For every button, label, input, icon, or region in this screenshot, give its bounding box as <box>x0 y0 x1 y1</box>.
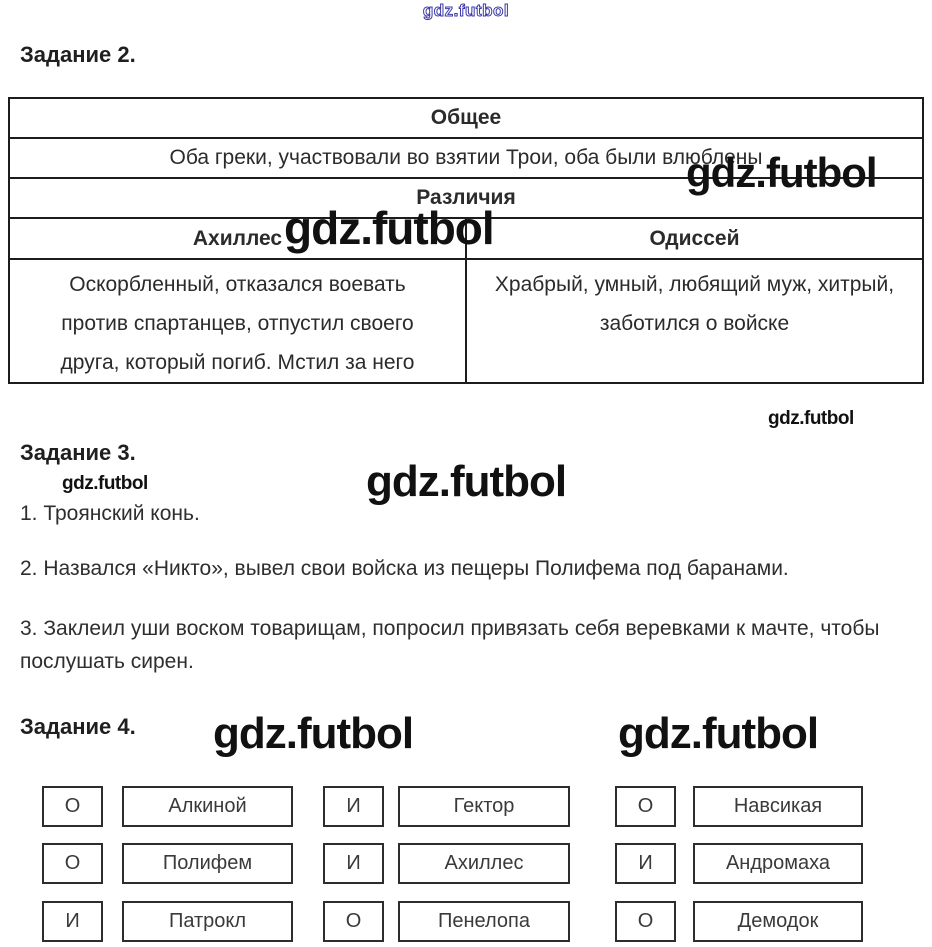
task3-item-1: 1. Троянский конь. <box>20 502 200 525</box>
watermark-table-right: gdz.futbol <box>686 149 877 196</box>
character-name-box: Гектор <box>398 786 570 827</box>
answer-letter-box: И <box>323 786 384 827</box>
character-name-box: Ахиллес <box>398 843 570 884</box>
task3-heading: Задание 3. <box>20 440 136 465</box>
task3-item-2: 2. Назвался «Никто», вывел свои войска из пещеры Полифема под баранами. <box>20 557 789 580</box>
comparison-table <box>8 97 924 384</box>
table-cell-achilles <box>9 259 466 383</box>
character-name-box: Андромаха <box>693 843 863 884</box>
character-name-box: Демодок <box>693 901 863 942</box>
task4-heading: Задание 4. <box>20 714 136 739</box>
task3-item-3: 3. Заклеил уши воском товарищам, попросил привязать себя веревками к мачте, чтобы послушать сирен. <box>20 617 880 673</box>
character-name-box: Алкиной <box>122 786 293 827</box>
answer-letter-box: О <box>615 901 676 942</box>
answer-letter-box: И <box>42 901 103 942</box>
table-header-differences: Различия <box>9 178 923 218</box>
watermark-task4-right: gdz.futbol <box>618 709 819 758</box>
watermark-blue: gdz.futbol <box>422 1 510 20</box>
answer-letter-box: И <box>615 843 676 884</box>
watermark-task4-left: gdz.futbol <box>213 709 414 758</box>
task2-heading: Задание 2. <box>20 42 136 67</box>
table-col-right-header: Одиссей <box>466 218 923 259</box>
character-name-box: Навсикая <box>693 786 863 827</box>
odysseus-answer-text: Храбрый, умный, любящий муж, хитрый, заботился о войске <box>494 273 895 335</box>
character-name-box: Патрокл <box>122 901 293 942</box>
table-header-common: Общее <box>9 98 923 138</box>
table-col-left-header: Ахиллес <box>9 218 466 259</box>
answer-letter-box: О <box>42 786 103 827</box>
answer-letter-box: О <box>323 901 384 942</box>
answer-letter-box: О <box>42 843 103 884</box>
table-cell-odysseus <box>466 259 923 383</box>
character-name-box: Полифем <box>122 843 293 884</box>
table-common-row: Оба греки, участвовали во взятии Трои, оба были влюблены <box>9 138 923 178</box>
watermark-achilles-cell: gdz.futbol <box>284 202 494 254</box>
answer-letter-box: О <box>615 786 676 827</box>
achilles-answer-text: Оскорбленный, отказался воевать против спартанцев, отпустил своего друга, который погиб. Мстил за него <box>60 273 415 374</box>
watermark-small-right: gdz.futbol <box>768 408 854 429</box>
watermark-task3-big: gdz.futbol <box>366 457 567 506</box>
watermark-small-left: gdz.futbol <box>62 473 148 494</box>
character-name-box: Пенелопа <box>398 901 570 942</box>
answer-letter-box: И <box>323 843 384 884</box>
